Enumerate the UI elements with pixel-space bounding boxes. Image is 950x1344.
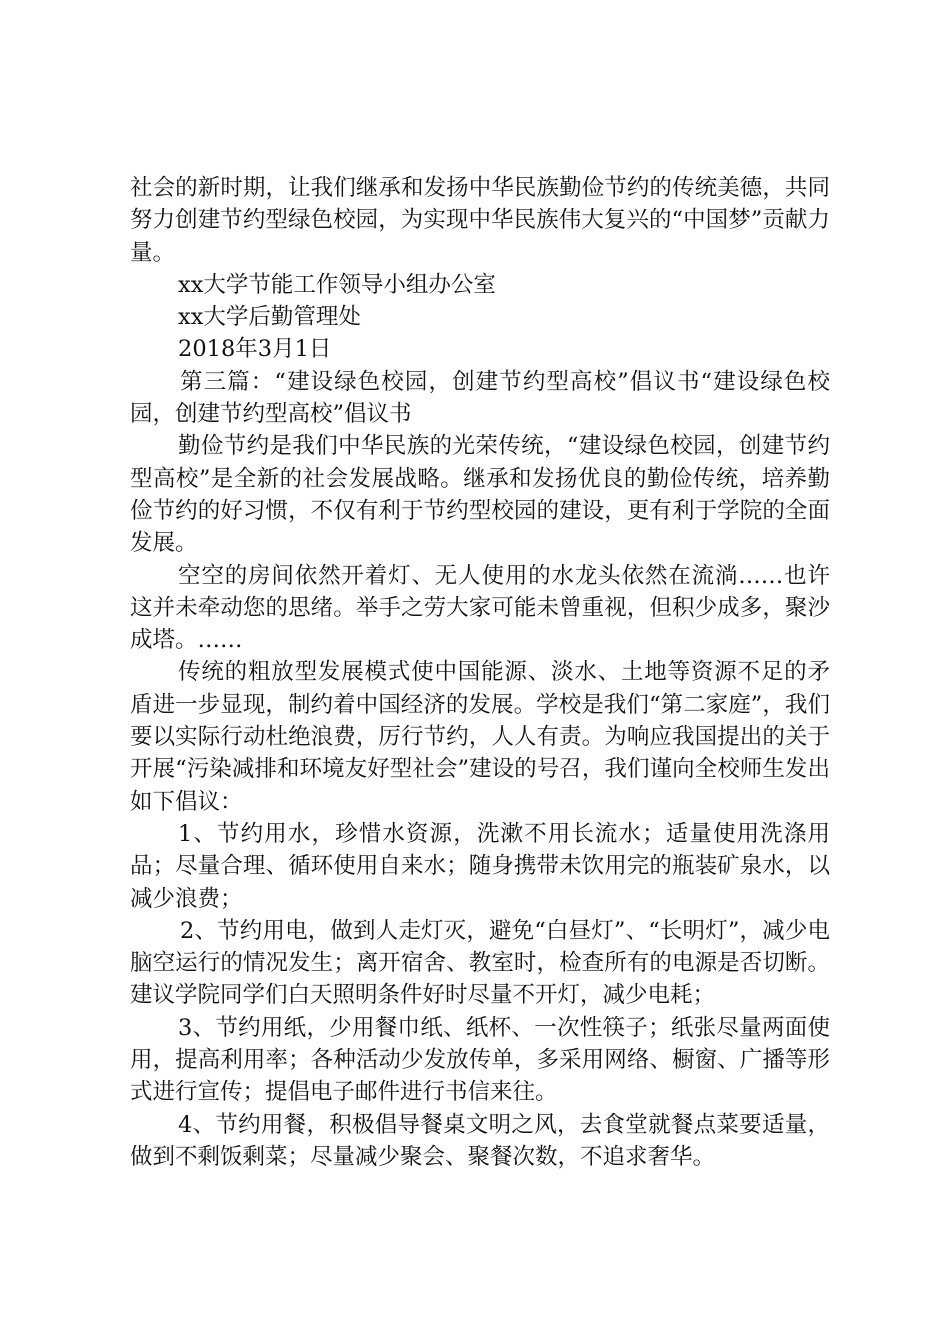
document-body: [130, 172, 830, 1173]
proposal-item-paper: 3、节约用纸，少用餐巾纸、纸杯、一次性筷子；纸张尽量两面使用，提高利用率；各种活动少发放传单，多采用网络、橱窗、广播等形式进行宣传；提倡电子邮件进行书信来往。: [130, 1014, 830, 1106]
signature-office: xx大学节能工作领导小组办公室: [178, 271, 496, 298]
body-paragraph: 传统的粗放型发展模式使中国能源、淡水、土地等资源不足的矛盾进一步显现，制约着中国经济的发展。学校是我们“第二家庭”，我们要以实际行动杜绝浪费，厉行节约，人人有责。为响应我国提出的关于开展“污染减排和环境友好型社会”建设的号召，我们谨向全校师生发出如下倡议：: [130, 659, 830, 815]
proposal-item-meals: 4、节约用餐，积极倡导餐桌文明之风，去食堂就餐点菜要适量，做到不剩饭剩菜；尽量减少聚会、聚餐次数，不追求奢华。: [130, 1111, 830, 1170]
section-heading: 第三篇：“建设绿色校园，创建节约型高校”倡议书“建设绿色校园，创建节约型高校”倡议书: [130, 368, 830, 428]
body-paragraph: 勤俭节约是我们中华民族的光荣传统，“建设绿色校园，创建节约型高校”是全新的社会发展战略。继承和发扬优良的勤俭传统，培养勤俭节约的好习惯，不仅有利于节约型校园的建设，更有利于学院的全面发展。: [130, 433, 830, 557]
body-paragraph: 空空的房间依然开着灯、无人使用的水龙头依然在流淌……也许这并未牵动您的思绪。举手之劳大家可能未曾重视，但积少成多，聚沙成塔。……: [130, 562, 830, 654]
signature-logistics: xx大学后勤管理处: [178, 304, 361, 331]
signature-date: 2018年3月1日: [178, 336, 332, 363]
closing-paragraph: 社会的新时期，让我们继承和发扬中华民族勤俭节约的传统美德，共同努力创建节约型绿色校园，为实现中华民族伟大复兴的“中国梦”贡献力量。: [130, 175, 830, 266]
proposal-item-water: 1、节约用水，珍惜水资源，洗漱不用长流水；适量使用洗涤用品；尽量合理、循环使用自来水；随身携带未饮用完的瓶装矿泉水，以减少浪费；: [130, 820, 830, 912]
proposal-item-electricity: 2、节约用电，做到人走灯灭，避免“白昼灯”、“长明灯”，减少电脑空运行的情况发生；离开宿舍、教室时，检查所有的电源是否切断。建议学院同学们白天照明条件好时尽量不开灯，减少电耗；: [130, 917, 830, 1009]
